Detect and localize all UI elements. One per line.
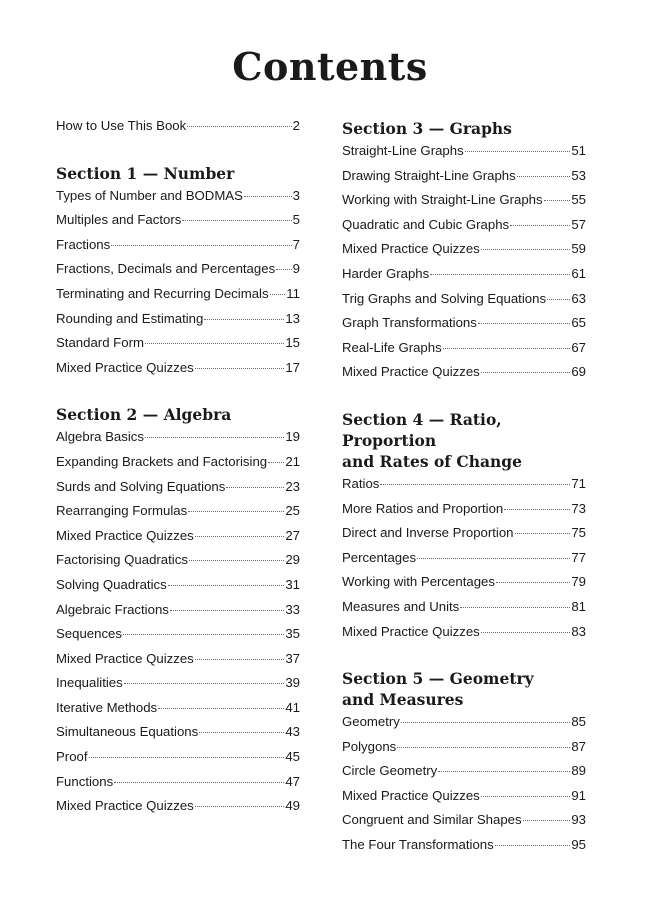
toc-entry-surds-and-solving-equations [56, 479, 300, 504]
toc-entry-page-number: 9 [292, 261, 300, 277]
dot-leader [510, 225, 570, 226]
dot-leader [276, 269, 291, 270]
toc-entry-page-number: 67 [571, 339, 586, 355]
dot-leader [401, 722, 570, 723]
toc-entry-label: Mixed Practice Quizzes [342, 364, 480, 380]
toc-entry-mixed-practice-quizzes [56, 528, 300, 553]
toc-entry-label: Rounding and Estimating [56, 310, 204, 326]
toc-entry-page-number: 13 [285, 310, 300, 326]
section-heading-line: Section 1 — Number [56, 163, 235, 183]
dot-leader [195, 806, 285, 807]
toc-entry-mixed-practice-quizzes [56, 360, 300, 385]
toc-entry-page-number: 2 [292, 118, 300, 133]
toc-entry-straight-line-graphs [342, 143, 586, 168]
dot-leader [380, 484, 570, 485]
toc-entry-page-number: 61 [571, 265, 586, 281]
toc-entry-page-number: 53 [571, 167, 586, 183]
toc-entry-drawing-straight-line-graphs [342, 168, 586, 193]
toc-entry-the-four-transformations [342, 837, 586, 862]
dot-leader [417, 558, 570, 559]
toc-entry-harder-graphs [342, 266, 586, 291]
toc-entry-standard-form [56, 335, 300, 360]
toc-entry-page-number: 5 [292, 212, 300, 228]
toc-entry-algebra-basics [56, 429, 300, 454]
dot-leader [430, 274, 570, 275]
toc-entry-label: Trig Graphs and Solving Equations [342, 290, 547, 306]
toc-entry-label: Mixed Practice Quizzes [56, 798, 194, 814]
toc-entry-label: Simultaneous Equations [56, 724, 199, 740]
dot-leader [460, 607, 570, 608]
toc-entry-direct-and-inverse-proportion [342, 525, 586, 550]
toc-entry-label: Inequalities [56, 675, 123, 691]
toc-entry-label: Expanding Brackets and Factorising [56, 453, 268, 469]
toc-entry-page-number: 81 [571, 598, 586, 614]
toc-entry-page-number: 21 [285, 453, 300, 469]
toc-entry-rearranging-formulas [56, 503, 300, 528]
toc-entry-terminating-and-recurring-decimals [56, 286, 300, 311]
toc-entry-label: Fractions [56, 236, 111, 252]
toc-entry-mixed-practice-quizzes [342, 624, 586, 649]
toc-entry-page-number: 89 [571, 763, 586, 779]
dot-leader [195, 536, 285, 537]
toc-entry-sequences [56, 626, 300, 651]
toc-entry-label: Mixed Practice Quizzes [56, 359, 194, 375]
toc-entry-page-number: 27 [285, 527, 300, 543]
toc-entry-label: Functions [56, 773, 114, 789]
dot-leader [481, 632, 571, 633]
toc-entry-label: Solving Quadratics [56, 576, 167, 592]
toc-entry-congruent-and-similar-shapes [342, 812, 586, 837]
toc-entry-multiples-and-factors [56, 212, 300, 237]
section-heading [342, 668, 586, 710]
toc-entry-page-number: 91 [571, 787, 586, 803]
toc-entry-label: Direct and Inverse Proportion [342, 525, 514, 541]
toc-entry-page-number: 7 [292, 236, 300, 252]
toc-entry-label: Working with Straight-Line Graphs [342, 192, 543, 208]
toc-entry-label: Types of Number and BODMAS [56, 187, 243, 203]
dot-leader [187, 126, 291, 127]
section-heading [342, 409, 586, 472]
toc-entry-label: How to Use This Book [56, 118, 187, 133]
toc-entry-mixed-practice-quizzes [56, 798, 300, 823]
toc-entry-label: Ratios [342, 475, 380, 491]
toc-entry-rounding-and-estimating [56, 311, 300, 336]
toc-entry-page-number: 57 [571, 216, 586, 232]
dot-leader [495, 845, 571, 846]
dot-leader [481, 372, 571, 373]
toc-entry-page-number: 49 [285, 798, 300, 814]
toc-entry-page-number: 87 [571, 738, 586, 754]
toc-entry-iterative-methods [56, 700, 300, 725]
toc-entry-label: Factorising Quadratics [56, 552, 188, 568]
toc-entry-label: Real-Life Graphs [342, 339, 442, 355]
toc-entry-label: Sequences [56, 626, 122, 642]
toc-entry-label: Mixed Practice Quizzes [56, 527, 194, 543]
toc-entry-page-number: 45 [285, 749, 300, 765]
toc-entry-label: Quadratic and Cubic Graphs [342, 216, 510, 232]
dot-leader [465, 151, 571, 152]
toc-entry-how-to-use-this-book [56, 118, 300, 143]
dot-leader [199, 732, 284, 733]
toc-entry-more-ratios-and-proportion [342, 501, 586, 526]
section-heading-line: and Measures [342, 690, 464, 710]
dot-leader [504, 509, 570, 510]
toc-entry-expanding-brackets-and-factorising [56, 454, 300, 479]
toc-entry-page-number: 31 [285, 576, 300, 592]
toc-entry-mixed-practice-quizzes [342, 241, 586, 266]
toc-entry-functions [56, 774, 300, 799]
toc-entry-label: Geometry [342, 714, 400, 730]
toc-entry-label: Harder Graphs [342, 265, 430, 281]
toc-entry-page-number: 11 [286, 285, 300, 301]
dot-leader [226, 487, 284, 488]
dot-leader [111, 245, 291, 246]
toc-entry-page-number: 69 [571, 364, 586, 380]
toc-entry-page-number: 85 [571, 714, 586, 730]
section-heading [342, 118, 586, 139]
section-heading-line: Section 2 — Algebra [56, 405, 232, 425]
toc-entry-circle-geometry [342, 763, 586, 788]
toc-entry-types-of-number-and-bodmas [56, 188, 300, 213]
dot-leader [481, 249, 571, 250]
toc-entry-page-number: 59 [571, 241, 586, 257]
toc-entry-label: Mixed Practice Quizzes [342, 241, 480, 257]
dot-leader [89, 757, 285, 758]
toc-entry-page-number: 63 [571, 290, 586, 306]
dot-leader [438, 771, 570, 772]
dot-leader [188, 511, 284, 512]
toc-entry-label: Graph Transformations [342, 315, 477, 331]
toc-entry-label: Circle Geometry [342, 763, 438, 779]
toc-entry-fractions-decimals-and-percentages [56, 261, 300, 286]
section-heading-line: Section 5 — Geometry [342, 669, 534, 689]
toc-entry-page-number: 65 [571, 315, 586, 331]
toc-entry-quadratic-and-cubic-graphs [342, 217, 586, 242]
dot-leader [145, 343, 284, 344]
dot-leader [145, 437, 284, 438]
dot-leader [397, 747, 570, 748]
toc-entry-simultaneous-equations [56, 724, 300, 749]
toc-entry-label: Proof [56, 749, 88, 765]
dot-leader [195, 368, 285, 369]
toc-entry-fractions [56, 237, 300, 262]
toc-entry-page-number: 73 [571, 500, 586, 516]
dot-leader [158, 708, 284, 709]
toc-entry-mixed-practice-quizzes [342, 364, 586, 389]
toc-entry-page-number: 17 [285, 359, 300, 375]
dot-leader [124, 683, 285, 684]
toc-entry-page-number: 23 [285, 478, 300, 494]
toc-entry-page-number: 15 [285, 335, 300, 351]
dot-leader [478, 323, 570, 324]
toc-entry-solving-quadratics [56, 577, 300, 602]
section-heading-line: Section 3 — Graphs [342, 119, 512, 138]
toc-entry-label: Multiples and Factors [56, 212, 182, 228]
dot-leader [544, 200, 571, 201]
toc-entry-label: The Four Transformations [342, 837, 494, 853]
toc-entry-label: More Ratios and Proportion [342, 500, 504, 516]
toc-entry-ratios [342, 476, 586, 501]
dot-leader [123, 634, 284, 635]
toc-entry-page-number: 55 [571, 192, 586, 208]
dot-leader [481, 796, 571, 797]
toc-entry-page-number: 25 [285, 503, 300, 519]
toc-entry-label: Straight-Line Graphs [342, 143, 464, 158]
toc-entry-page-number: 37 [285, 650, 300, 666]
toc-entry-label: Percentages [342, 549, 417, 565]
section-heading-line: Section 4 — Ratio, Proportion [342, 409, 502, 450]
toc-entry-label: Measures and Units [342, 598, 460, 614]
toc-entry-working-with-percentages [342, 574, 586, 599]
toc-entry-label: Algebraic Fractions [56, 601, 169, 617]
dot-leader [523, 820, 571, 821]
toc-entry-page-number: 47 [285, 773, 300, 789]
toc-entry-graph-transformations [342, 315, 586, 340]
toc-entry-measures-and-units [342, 599, 586, 624]
contents-column-right [342, 118, 586, 862]
toc-entry-label: Fractions, Decimals and Percentages [56, 261, 276, 277]
toc-entry-label: Surds and Solving Equations [56, 478, 226, 494]
toc-entry-page-number: 39 [285, 675, 300, 691]
toc-entry-page-number: 75 [571, 525, 586, 541]
toc-entry-trig-graphs-and-solving-equations [342, 291, 586, 316]
toc-entry-mixed-practice-quizzes [342, 788, 586, 813]
dot-leader [244, 196, 292, 197]
toc-entry-proof [56, 749, 300, 774]
toc-entry-label: Standard Form [56, 335, 144, 351]
dot-leader [182, 220, 291, 221]
toc-entry-percentages [342, 550, 586, 575]
dot-leader [170, 610, 284, 611]
toc-entry-mixed-practice-quizzes [56, 651, 300, 676]
toc-entry-page-number: 19 [285, 429, 300, 445]
toc-entry-page-number: 83 [571, 623, 586, 639]
toc-entry-working-with-straight-line-graphs [342, 192, 586, 217]
toc-entry-label: Working with Percentages [342, 574, 495, 590]
dot-leader [517, 176, 571, 177]
dot-leader [268, 462, 284, 463]
dot-leader [515, 533, 571, 534]
page-title: Contents [232, 44, 428, 89]
toc-entry-label: Mixed Practice Quizzes [56, 650, 194, 666]
toc-entry-page-number: 35 [285, 626, 300, 642]
toc-entry-geometry [342, 714, 586, 739]
toc-entry-label: Iterative Methods [56, 699, 158, 715]
dot-leader [547, 299, 570, 300]
toc-entry-label: Algebra Basics [56, 429, 144, 445]
contents-column-left [56, 118, 300, 823]
toc-entry-page-number: 71 [571, 475, 586, 491]
toc-entry-label: Mixed Practice Quizzes [342, 787, 480, 803]
toc-entry-page-number: 33 [285, 601, 300, 617]
section-heading [56, 404, 300, 425]
toc-entry-label: Rearranging Formulas [56, 503, 188, 519]
toc-entry-page-number: 51 [571, 143, 586, 158]
toc-entry-label: Mixed Practice Quizzes [342, 623, 480, 639]
dot-leader [195, 659, 285, 660]
toc-entry-page-number: 95 [571, 837, 586, 853]
dot-leader [189, 560, 284, 561]
toc-entry-factorising-quadratics [56, 552, 300, 577]
toc-entry-page-number: 43 [285, 724, 300, 740]
dot-leader [443, 348, 571, 349]
dot-leader [114, 782, 284, 783]
toc-entry-polygons [342, 739, 586, 764]
toc-entry-page-number: 41 [285, 699, 300, 715]
dot-leader [496, 582, 570, 583]
section-heading-line: and Rates of Change [342, 451, 522, 471]
toc-entry-algebraic-fractions [56, 602, 300, 627]
toc-entry-page-number: 93 [571, 812, 586, 828]
toc-entry-page-number: 3 [292, 187, 300, 203]
toc-entry-real-life-graphs [342, 340, 586, 365]
dot-leader [204, 319, 284, 320]
toc-entry-label: Terminating and Recurring Decimals [56, 285, 269, 301]
toc-entry-label: Drawing Straight-Line Graphs [342, 167, 516, 183]
toc-entry-inequalities [56, 675, 300, 700]
toc-entry-page-number: 29 [285, 552, 300, 568]
section-heading [56, 163, 300, 184]
toc-entry-page-number: 77 [571, 549, 586, 565]
toc-entry-label: Polygons [342, 738, 397, 754]
toc-entry-label: Congruent and Similar Shapes [342, 812, 522, 828]
toc-entry-page-number: 79 [571, 574, 586, 590]
dot-leader [168, 585, 285, 586]
dot-leader [270, 294, 286, 295]
